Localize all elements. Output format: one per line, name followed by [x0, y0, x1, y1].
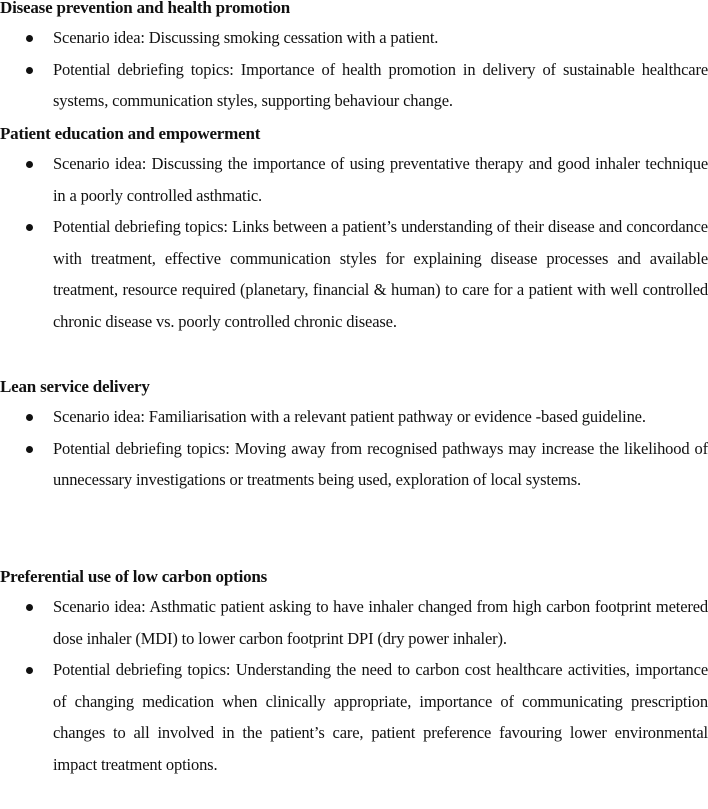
bullet-list — [0, 591, 708, 780]
bullet-icon — [26, 446, 33, 453]
list-item-text: Potential debriefing topics: Importance of health promotion in delivery of sustainable healthcare systems, communication styles, supporting behaviour change. — [53, 59, 708, 110]
list-item-text: Scenario idea: Familiarisation with a relevant patient pathway or evidence -based guideline. — [53, 407, 646, 426]
section-heading: Lean service delivery — [0, 377, 150, 396]
list-item — [0, 591, 708, 654]
section-disease-prevention — [0, 0, 708, 117]
section-patient-education — [0, 124, 708, 337]
section-heading: Preferential use of low carbon options — [0, 567, 268, 586]
bullet-list — [0, 148, 708, 337]
list-item — [0, 54, 708, 117]
list-item — [0, 654, 708, 780]
bullet-list — [0, 22, 708, 117]
bullet-icon — [26, 161, 33, 168]
list-item-text: Scenario idea: Discussing the importance of using preventative therapy and good inhaler technique in a poorly controlled asthmatic. — [53, 154, 708, 205]
section-heading: Patient education and empowerment — [0, 124, 261, 143]
bullet-list — [0, 401, 708, 496]
bullet-icon — [26, 667, 33, 674]
list-item — [0, 148, 708, 211]
list-item-text: Potential debriefing topics: Understanding the need to carbon cost healthcare activities, importance of changing medication when clinically appropriate, importance of communicating prescription changes to all involved in the patient’s care, patient preference favouring lower environmental impact treatment options. — [53, 660, 708, 774]
list-item — [0, 22, 708, 54]
bullet-icon — [26, 414, 33, 421]
bullet-icon — [26, 67, 33, 74]
list-item — [0, 433, 708, 496]
bullet-icon — [26, 224, 33, 231]
list-item-text: Potential debriefing topics: Moving away from recognised pathways may increase the likelihood of unnecessary investigations or treatments being used, exploration of local systems. — [53, 438, 708, 489]
bullet-icon — [26, 604, 33, 611]
bullet-icon — [26, 35, 33, 42]
list-item — [0, 401, 708, 433]
list-item-text: Scenario idea: Discussing smoking cessation with a patient. — [53, 28, 439, 47]
section-low-carbon — [0, 567, 708, 780]
list-item — [0, 211, 708, 337]
list-item-text: Potential debriefing topics: Links between a patient’s understanding of their disease and concordance with treatment, effective communication styles for explaining disease processes and available treatment, resource required (planetary, financial & human) to care for a patient with well controlled chronic disease vs. poorly controlled chronic disease. — [53, 217, 708, 331]
section-heading: Disease prevention and health promotion — [0, 0, 291, 17]
section-lean-service — [0, 377, 708, 496]
list-item-text: Scenario idea: Asthmatic patient asking to have inhaler changed from high carbon footprint metered dose inhaler (MDI) to lower carbon footprint DPI (dry power inhaler). — [53, 597, 708, 648]
